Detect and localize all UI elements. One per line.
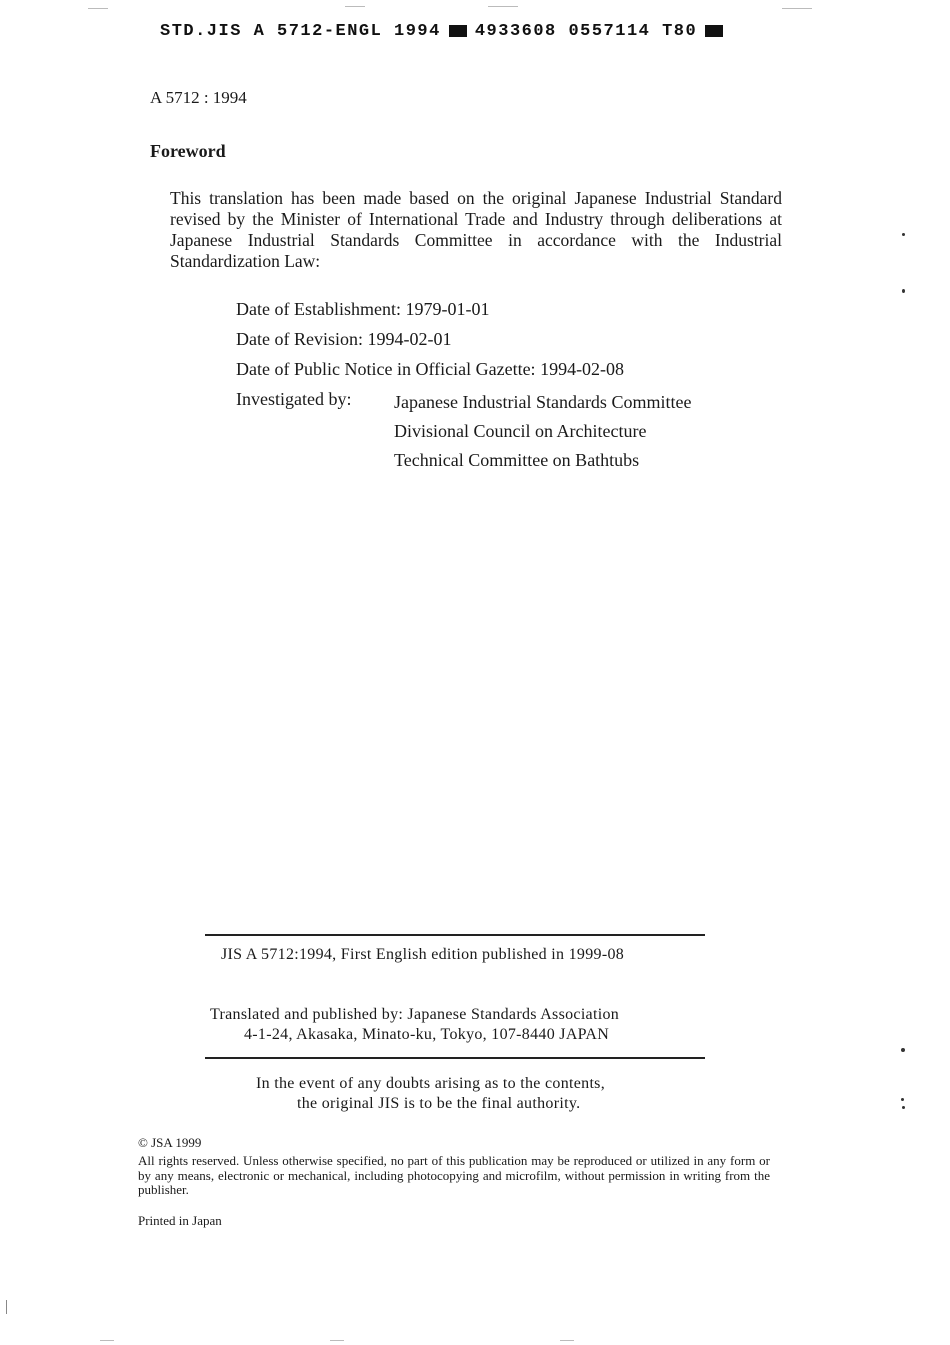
scan-speck bbox=[901, 1098, 904, 1101]
establishment-label: Date of Establishment: bbox=[236, 299, 401, 319]
scan-artifact bbox=[560, 1340, 574, 1341]
document-code-number: 4933608 0557114 T80 bbox=[474, 22, 698, 41]
document-code-prefix: STD.JIS A 5712-ENGL 1994 bbox=[160, 22, 441, 41]
scan-artifact bbox=[782, 8, 812, 9]
black-square-icon bbox=[449, 25, 467, 37]
publisher-line-2: 4-1-24, Akasaka, Minato-ku, Tokyo, 107-8440 JAPAN bbox=[244, 1026, 610, 1043]
scan-artifact bbox=[345, 6, 365, 7]
scan-artifact bbox=[330, 1340, 344, 1341]
investigated-label: Investigated by: bbox=[236, 389, 352, 409]
scan-artifact bbox=[6, 1300, 7, 1314]
revision-label: Date of Revision: bbox=[236, 329, 363, 349]
authority-note-line-1: In the event of any doubts arising as to the contents, bbox=[256, 1075, 606, 1092]
document-code-header bbox=[160, 22, 731, 41]
public-notice-label: Date of Public Notice in Official Gazette: bbox=[236, 359, 536, 379]
divider-top bbox=[205, 934, 705, 936]
scan-speck bbox=[902, 233, 905, 236]
revision-row bbox=[236, 329, 451, 350]
scan-speck bbox=[902, 289, 905, 293]
public-notice-row bbox=[236, 359, 624, 380]
foreword-title: Foreword bbox=[150, 141, 226, 161]
scan-artifact bbox=[88, 8, 108, 9]
revision-value: 1994-02-01 bbox=[367, 329, 452, 349]
investigated-line-2: Divisional Council on Architecture bbox=[394, 421, 647, 441]
scan-artifact bbox=[488, 6, 518, 7]
authority-note-line-2: the original JIS is to be the final authority. bbox=[297, 1095, 581, 1112]
scan-speck bbox=[901, 1048, 905, 1052]
publisher-line-1: Translated and published by: Japanese Standards Association bbox=[210, 1006, 620, 1023]
scan-speck bbox=[902, 1106, 905, 1109]
copyright: © JSA 1999 bbox=[138, 1135, 202, 1150]
printed-in: Printed in Japan bbox=[138, 1213, 222, 1228]
public-notice-value: 1994-02-08 bbox=[540, 359, 625, 379]
investigated-line-3: Technical Committee on Bathtubs bbox=[394, 450, 640, 470]
scan-artifact bbox=[100, 1340, 114, 1341]
edition-note: JIS A 5712:1994, First English edition published in 1999-08 bbox=[221, 946, 625, 963]
standard-number: A 5712 : 1994 bbox=[150, 88, 247, 107]
rights-statement: All rights reserved. Unless otherwise specified, no part of this publication may be reproduced or utilized in any form or by any means, electronic or mechanical, including photocopying and microfilm, without permission in writing from the publisher. bbox=[138, 1153, 770, 1198]
establishment-row bbox=[236, 299, 489, 320]
divider-bottom bbox=[205, 1057, 705, 1059]
establishment-value: 1979-01-01 bbox=[405, 299, 490, 319]
investigated-line-1: Japanese Industrial Standards Committee bbox=[394, 392, 692, 412]
foreword-intro: This translation has been made based on the original Japanese Industrial Standard revised by the Minister of International Trade and Industry through deliberations at Japanese Industrial Standards Committee in accordance with the Industrial Standardization Law: bbox=[170, 188, 782, 271]
black-square-icon bbox=[705, 25, 723, 37]
